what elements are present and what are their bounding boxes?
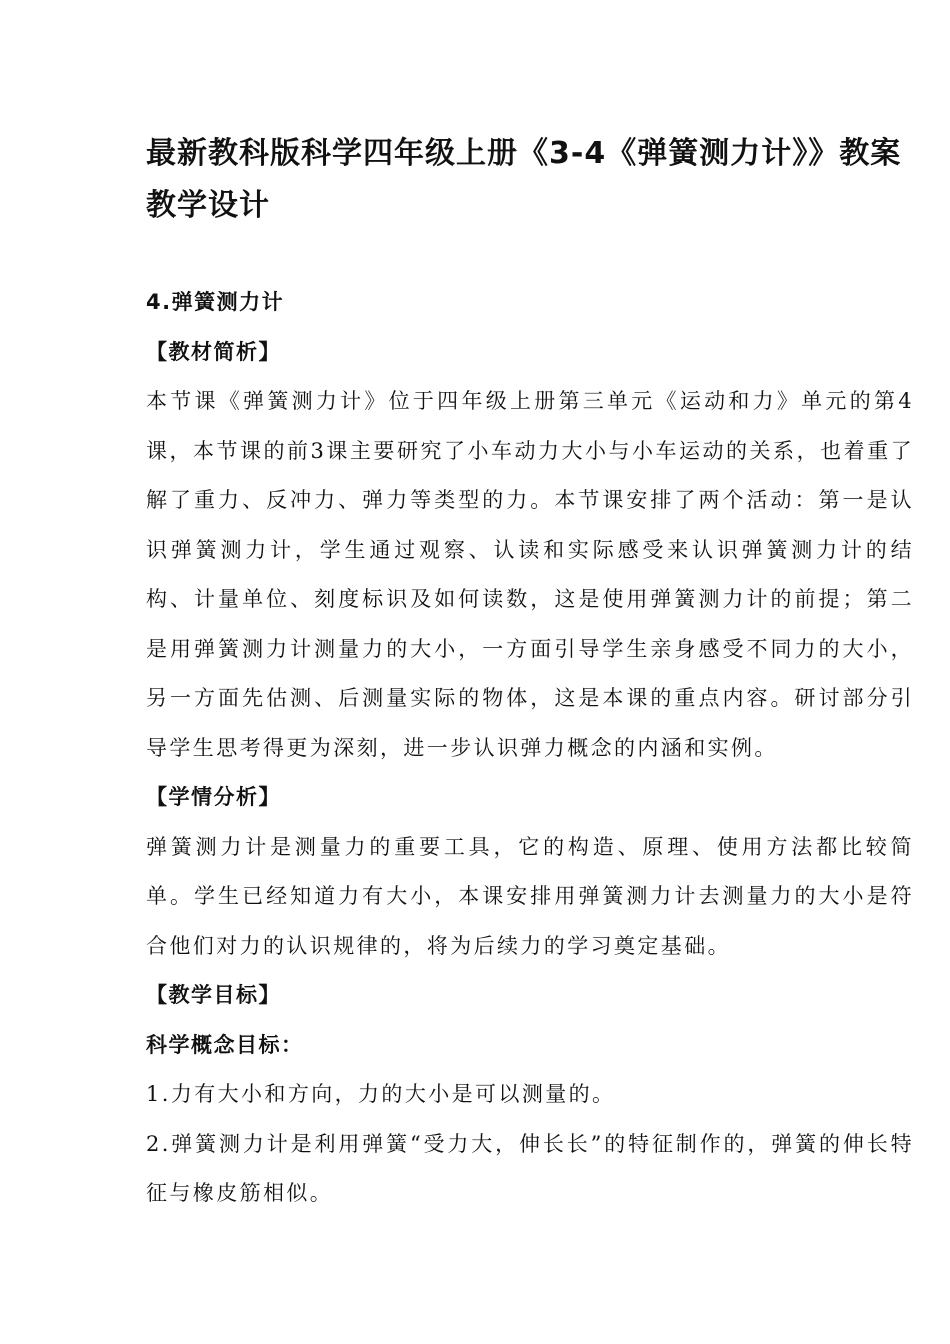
lesson-heading: 4.弹簧测力计 [146,290,285,314]
document-title: 最新教科版科学四年级上册《3-4《弹簧测力计》》教案教学设计 [146,136,902,223]
goal-item: 1.力有大小和方向，力的大小是可以测量的。 [146,1082,616,1106]
section-heading-materials: 【教材简析】 [146,339,281,364]
goal-item: 2.弹簧测力计是利用弹簧“受力大，伸长长”的特征制作的，弹簧的伸长特征与橡皮筋相似。 [146,1131,914,1205]
section-body-students: 弹簧测力计是测量力的重要工具，它的构造、原理、使用方法都比较简单。学生已经知道力有大小，本课安排用弹簧测力计去测量力的大小是符合他们对力的认识规律的，将为后续力的学习奠定基础。 [146,834,914,958]
document-body [146,278,914,1219]
section-body-materials: 本节课《弹簧测力计》位于四年级上册第三单元《运动和力》单元的第4课，本节课的前3课主要研究了小车动力大小与小车运动的关系，也着重了解了重力、反冲力、弹力等类型的力。本节课安排了两个活动：第一是认识弹簧测力计，学生通过观察、认读和实际感受来认识弹簧测力计的结构、计量单位、刻度标识及如何读数，这是使用弹簧测力计的前提；第二是用弹簧测力计测量力的大小，一方面引导学生亲身感受不同力的大小，另一方面先估测、后测量实际的物体，这是本课的重点内容。研讨部分引导学生思考得更为深刻，进一步认识弹力概念的内涵和实例。 [146,389,914,760]
goals-subheading: 科学概念目标： [146,1032,304,1057]
section-heading-goals: 【教学目标】 [146,983,281,1007]
section-heading-students: 【学情分析】 [146,785,281,809]
